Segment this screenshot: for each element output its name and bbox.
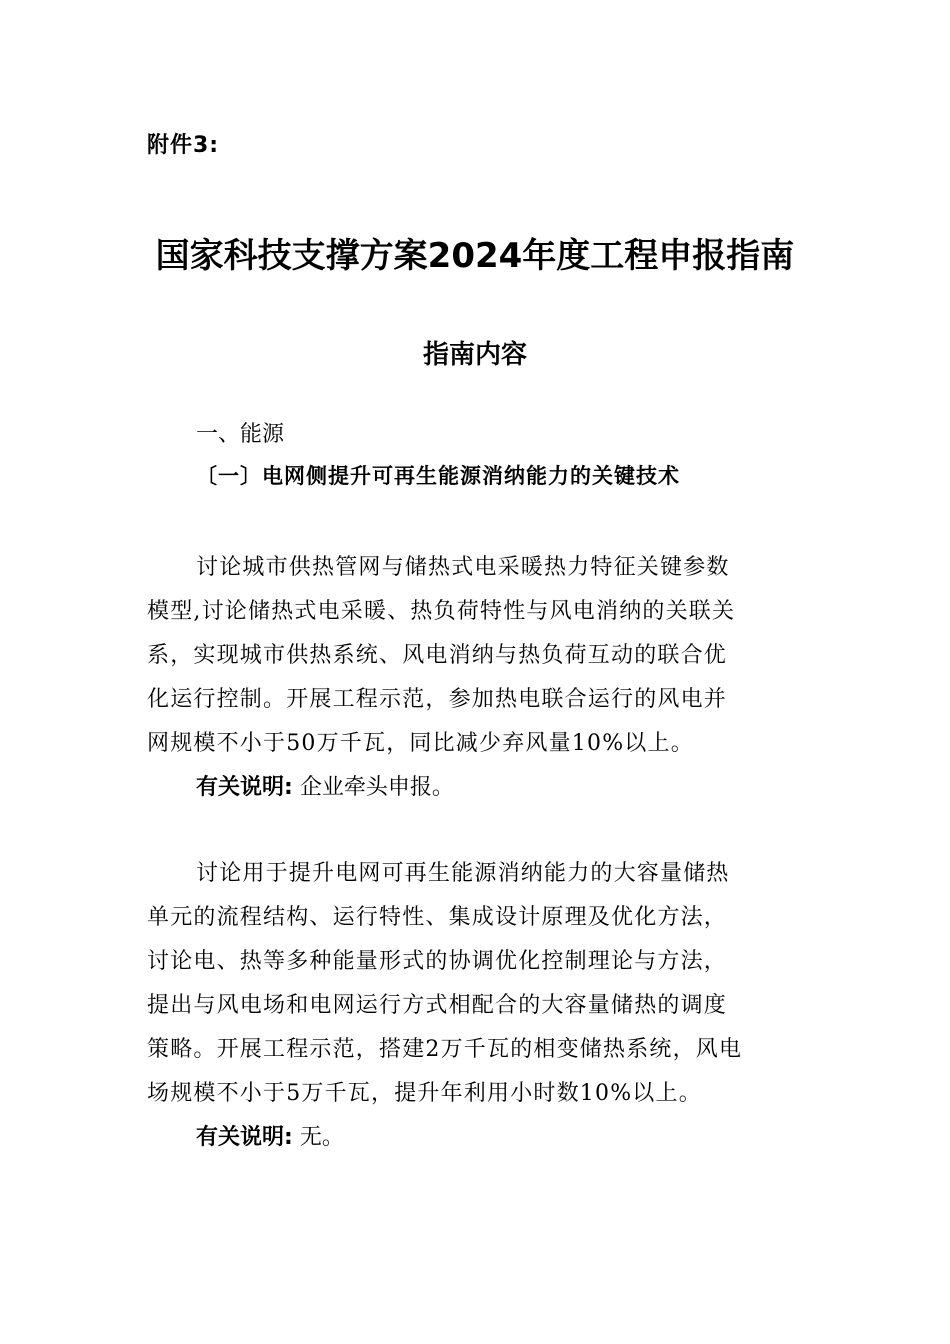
paragraph-1-line-1: 讨论城市供热管网与储热式电采暖热力特征关键参数 xyxy=(196,555,730,580)
note-text: 企业牵头申报。 xyxy=(299,775,454,800)
page-title: 国家科技支撑方案2024年度工程申报指南 xyxy=(155,236,795,276)
subsection-heading: 〔一〕电网侧提升可再生能源消纳能力的关键技术 xyxy=(196,464,680,488)
paragraph-1-line-3: 系，实现城市供热系统、风电消纳与热负荷互动的联合优 xyxy=(147,643,728,668)
attachment-label: 附件3: xyxy=(147,133,220,158)
paragraph-2-line-4: 提出与风电场和电网运行方式相配合的大容量储热的调度 xyxy=(147,993,728,1018)
paragraph-2-line-3: 讨论电、热等多种能量形式的协调优化控制理论与方法， xyxy=(147,949,728,974)
paragraph-2-line-6: 场规模不小于5万千瓦，提升年利用小时数10%以上。 xyxy=(147,1081,702,1106)
note-label: 有关说明: xyxy=(196,1125,293,1150)
section-title: 指南内容 xyxy=(422,340,527,370)
note-text: 无。 xyxy=(299,1125,344,1150)
paragraph-1-line-5: 网规模不小于50万千瓦，同比减少弃风量10%以上。 xyxy=(147,731,694,756)
paragraph-1-line-2: 模型,讨论储热式电采暖、热负荷特性与风电消纳的关联关 xyxy=(147,599,736,624)
note-label: 有关说明: xyxy=(196,775,293,800)
paragraph-2-line-2: 单元的流程结构、运行特性、集成设计原理及优化方法， xyxy=(147,905,728,930)
paragraph-1-line-4: 化运行控制。开展工程示范，参加热电联合运行的风电并 xyxy=(147,687,728,712)
note-line-1 xyxy=(196,770,454,801)
note-line-2 xyxy=(196,1120,344,1151)
paragraph-2-line-5: 策略。开展工程示范，搭建2万千瓦的相变储热系统，风电 xyxy=(147,1037,743,1062)
paragraph-2-line-1: 讨论用于提升电网可再生能源消纳能力的大容量储热 xyxy=(196,861,730,886)
section-heading: 一、能源 xyxy=(196,422,285,447)
